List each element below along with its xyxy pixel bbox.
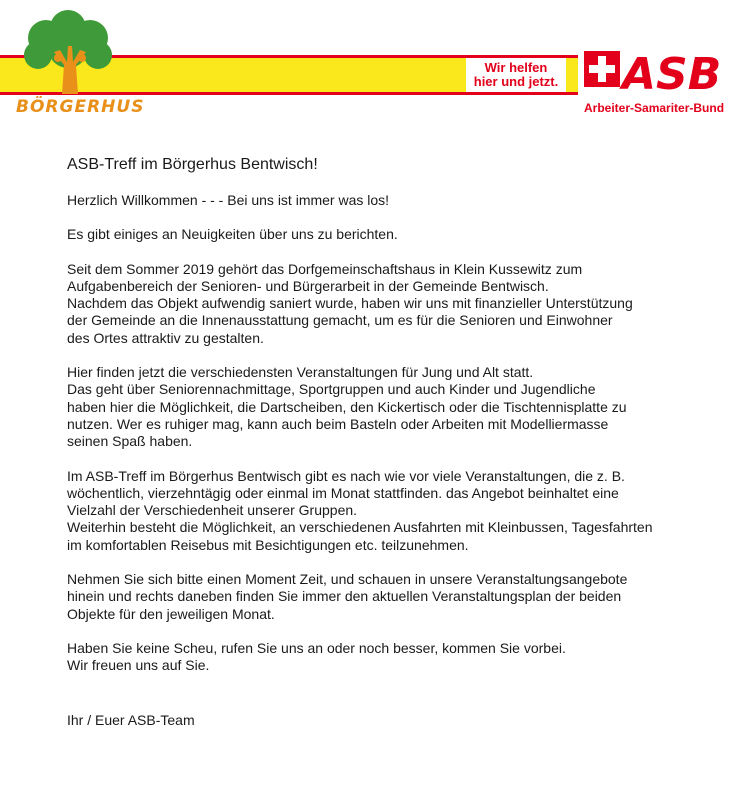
text-line: Hier finden jetzt die verschiedensten Veranstaltungen für Jung und Alt statt. [67,364,534,381]
paragraph-4 [67,571,747,623]
boergerhus-logo-text: BÖRGERHUS [16,97,145,117]
greeting: Herzlich Willkommen - - - Bei uns ist immer was los! [67,192,390,208]
paragraph-1 [67,261,747,347]
slogan-line-2: hier und jetzt. [473,74,559,89]
paragraph-5 [67,640,747,675]
signature: Ihr / Euer ASB-Team [67,711,195,728]
text-line: Weiterhin besteht die Möglichkeit, an verschiedenen Ausfahrten mit Kleinbussen, Tagesfahrten [67,519,653,536]
slogan [466,58,566,92]
text-line: Haben Sie keine Scheu, rufen Sie uns an oder noch besser, kommen Sie vorbei. [67,639,566,656]
text-line: Das geht über Seniorennachmittage, Sportgruppen und auch Kinder und Jugendliche [67,381,596,398]
main-content [67,156,747,746]
asb-subtitle: Arbeiter-Samariter-Bund [584,101,725,115]
text-line: des Ortes attraktiv zu gestalten. [67,329,264,346]
text-line: Seit dem Sommer 2019 gehört das Dorfgemeinschaftshaus in Klein Kussewitz zum [67,260,583,277]
intro-paragraph: Es gibt einiges an Neuigkeiten über uns zu berichten. [67,226,398,243]
text-line: Wir freuen uns auf Sie. [67,657,210,674]
text-line: im komfortablen Reisebus mit Besichtigungen etc. teilzunehmen. [67,536,469,553]
text-line: Nehmen Sie sich bitte einen Moment Zeit, und schauen in unsere Veranstaltungsangebote [67,571,628,588]
text-line: Nachdem das Objekt aufwendig saniert wurde, haben wir uns mit finanzieller Unterstützung [67,295,633,312]
text-line: Vielzahl der Verschiedenheit unserer Gruppen. [67,502,358,519]
text-line: haben hier die Möglichkeit, die Dartscheiben, den Kickertisch oder die Tischtennisplatte zu [67,398,627,415]
paragraph-3 [67,468,747,554]
page-header [0,0,755,130]
paragraph-2 [67,364,747,450]
text-line: hinein und rechts daneben finden Sie immer den aktuellen Veranstaltungsplan der beiden [67,588,622,605]
text-line: Im ASB-Treff im Börgerhus Bentwisch gibt es nach wie vor viele Veranstaltungen, die z. B. [67,467,625,484]
tree-logo-icon [18,10,118,96]
text-line: Objekte für den jeweiligen Monat. [67,605,275,622]
page-title: ASB-Treff im Börgerhus Bentwisch! [67,156,318,173]
slogan-line-1: Wir helfen [484,60,548,75]
text-line: Aufgabenbereich der Senioren- und Bürgerarbeit in der Gemeinde Bentwisch. [67,277,549,294]
text-line: nutzen. Wer es ruhiger mag, kann auch beim Basteln oder Arbeiten mit Modelliermasse [67,415,609,432]
text-line: der Gemeinde an die Innenausstattung gemacht, um es für die Senioren und Einwohner [67,312,613,329]
text-line: wöchentlich, vierzehntägig oder einmal im Monat stattfinden. das Angebot beinhaltet eine [67,484,619,501]
text-line: seinen Spaß haben. [67,433,193,450]
asb-logo-letters: ASB [622,49,722,100]
